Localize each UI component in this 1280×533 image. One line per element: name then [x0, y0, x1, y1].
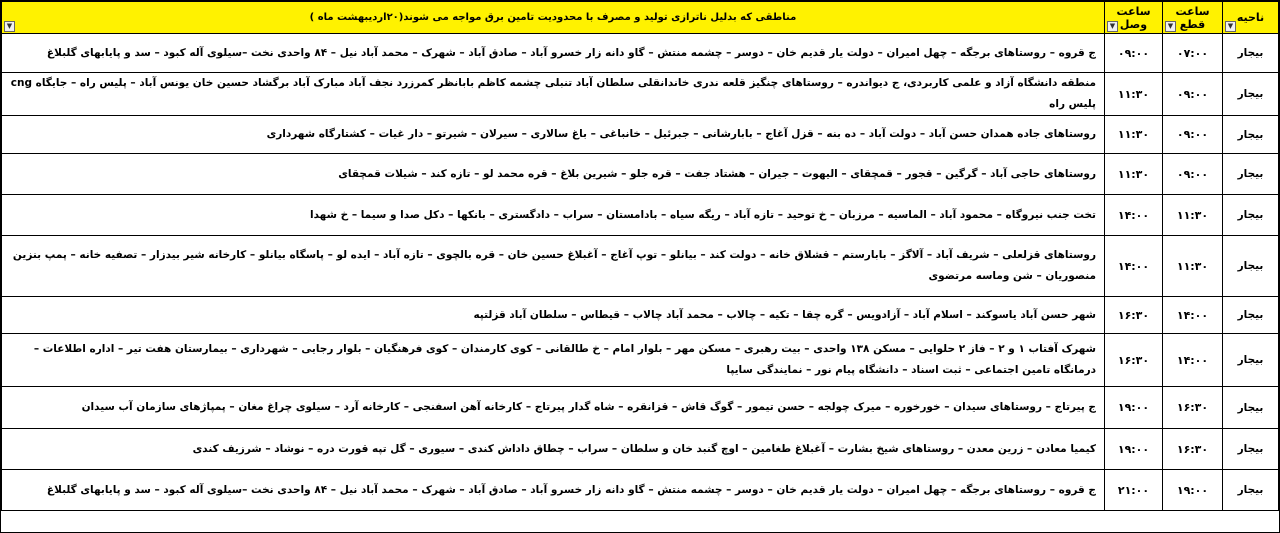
cut-time-cell: ۰۹:۰۰	[1163, 73, 1223, 116]
area-cell: بیجار	[1223, 116, 1279, 154]
cut-time-cell: ۱۴:۰۰	[1163, 334, 1223, 387]
cut-time-cell: ۰۹:۰۰	[1163, 154, 1223, 195]
header-cut-time-label: ساعت قطع	[1175, 4, 1210, 31]
cut-time-cell: ۱۱:۳۰	[1163, 195, 1223, 236]
table-row	[2, 429, 1279, 470]
filter-dropdown-icon[interactable]: ▼	[1165, 21, 1176, 32]
connect-time-cell: ۱۱:۳۰	[1105, 116, 1163, 154]
header-connect-time[interactable]	[1105, 2, 1163, 34]
area-cell: بیجار	[1223, 470, 1279, 511]
area-cell: بیجار	[1223, 297, 1279, 334]
area-cell: بیجار	[1223, 73, 1279, 116]
area-cell: بیجار	[1223, 154, 1279, 195]
connect-time-cell: ۱۶:۳۰	[1105, 297, 1163, 334]
cut-time-cell: ۱۶:۳۰	[1163, 387, 1223, 429]
areas-description-cell: ج قروه – روستاهای برجگه – چهل امیران – دولت یار قدیم خان – دوسر – چشمه منتش – گاو دانه زار خسرو آباد – صادق آباد – شهرک – محمد آباد نیل – ۸۴ واحدی نخت –سیلوی آله کبود – سد و پایابهای گلبلاغ	[2, 470, 1105, 511]
cut-time-cell: ۱۶:۳۰	[1163, 429, 1223, 470]
connect-time-cell: ۱۱:۳۰	[1105, 73, 1163, 116]
areas-description-cell: ج قروه – روستاهای برجگه – چهل امیران – دولت یار قدیم خان – دوسر – چشمه منتش – گاو دانه زار خسرو آباد – صادق آباد – شهرک – محمد آباد نیل – ۸۴ واحدی نخت –سیلوی آله کبود – سد و پایابهای گلبلاغ	[2, 34, 1105, 73]
header-area-label: ناحیه	[1236, 11, 1265, 24]
areas-description-cell: منطقه دانشگاه آزاد و علمی کاربردی، ج دیواندره – روستاهای چنگیز قلعه ندری خاندانقلی سلطان آباد تنبلی چشمه کاظم بابانظر کمرزرد نجف آباد مبارک آباد برگشاد حسین خان یونس آباد – پلیس راه – جایگاه cng پلیس راه	[2, 73, 1105, 116]
outage-table	[1, 1, 1279, 511]
table-row	[2, 73, 1279, 116]
connect-time-cell: ۱۹:۰۰	[1105, 429, 1163, 470]
filter-dropdown-icon[interactable]: ▼	[1107, 21, 1118, 32]
connect-time-cell: ۱۶:۳۰	[1105, 334, 1163, 387]
areas-description-cell: روستاهای حاجی آباد – گرگین – قجور – قمچقای – الیهوت – جیران – هشتاد جفت – قره جلو – شیرین بلاغ – قره محمد لو – تازه کند – شیلات قمچقای	[2, 154, 1105, 195]
area-cell: بیجار	[1223, 387, 1279, 429]
cut-time-cell: ۱۱:۳۰	[1163, 236, 1223, 297]
header-area[interactable]	[1223, 2, 1279, 34]
connect-time-cell: ۱۱:۳۰	[1105, 154, 1163, 195]
area-cell: بیجار	[1223, 34, 1279, 73]
area-cell: بیجار	[1223, 429, 1279, 470]
header-description[interactable]	[2, 2, 1105, 34]
header-cut-time[interactable]	[1163, 2, 1223, 34]
areas-description-cell: کیمیا معادن – زرین معدن – روستاهای شیخ بشارت – آغبلاغ طغامین – اوچ گنبد خان و سلطان – سراب – چطاق داداش کندی – سیوری – گل تپه قورت دره – نوشاد – شرزیف کندی	[2, 429, 1105, 470]
header-description-label: مناطقی که بدلیل ناترازی تولید و مصرف با محدودیت تامین برق مواجه می شوند(۲۰اردیبهشت ماه )	[309, 12, 797, 23]
areas-description-cell: شهرک آفتاب ۱ و ۲ – فاز ۲ حلوایی – مسکن ۱۳۸ واحدی – بیت رهبری – مسکن مهر – بلوار امام – خ طالقانی – کوی کارمندان – کوی فرهنگیان – بلوار رجایی – شهرداری – بیمارستان هفت تیر – اداره اطلاعات – درمانگاه تامین اجتماعی – ثبت اسناد – دانشگاه پیام نور – نمایندگی سایپا	[2, 334, 1105, 387]
table-body	[2, 34, 1279, 511]
cut-time-cell: ۰۷:۰۰	[1163, 34, 1223, 73]
areas-description-cell: روستاهای قزلعلی – شریف آباد – آلاگز – بابارستم – قشلاق خانه – دولت کند – بیانلو – توپ آغاج – آغبلاغ حسین خان – قره بالچوی – تازه آباد – ایده لو – پاسگاه بیانلو – کارخانه شیر بیدزار – تصفیه خانه – پمپ بنزین منصوریان – شن وماسه مرتضوی	[2, 236, 1105, 297]
connect-time-cell: ۲۱:۰۰	[1105, 470, 1163, 511]
area-cell: بیجار	[1223, 195, 1279, 236]
connect-time-cell: ۰۹:۰۰	[1105, 34, 1163, 73]
area-cell: بیجار	[1223, 334, 1279, 387]
connect-time-cell: ۱۹:۰۰	[1105, 387, 1163, 429]
cut-time-cell: ۰۹:۰۰	[1163, 116, 1223, 154]
table-row	[2, 334, 1279, 387]
cut-time-cell: ۱۹:۰۰	[1163, 470, 1223, 511]
connect-time-cell: ۱۴:۰۰	[1105, 195, 1163, 236]
header-connect-time-label: ساعت وصل	[1116, 4, 1151, 31]
cut-time-cell: ۱۴:۰۰	[1163, 297, 1223, 334]
areas-description-cell: شهر حسن آباد یاسوکند – اسلام آباد – آزادویس – گره چقا – تکیه – چالاب – محمد آباد چالاب – قیطاس – سلطان آباد قزلتپه	[2, 297, 1105, 334]
filter-dropdown-icon[interactable]: ▼	[4, 21, 15, 32]
table-row	[2, 34, 1279, 73]
table-row	[2, 236, 1279, 297]
areas-description-cell: روستاهای جاده همدان حسن آباد – دولت آباد – ده بنه – قزل آغاج – بابارشانی – جبرئیل – خانباغی – باغ سالاری – سیرلان – شیرتو – دار غیات – کشتارگاه شهرداری	[2, 116, 1105, 154]
table-row	[2, 154, 1279, 195]
table-row	[2, 387, 1279, 429]
filter-dropdown-icon[interactable]: ▼	[1225, 21, 1236, 32]
table-row	[2, 195, 1279, 236]
table-header	[2, 2, 1279, 34]
connect-time-cell: ۱۴:۰۰	[1105, 236, 1163, 297]
areas-description-cell: ج پیرتاج – روستاهای سیدان – خورخوره – میرک چولجه – حسن تیمور – گوگ قاش – قزانقره – شاه گدار پیرتاج – کارخانه آهن اسفنجی – کارخانه آرد – سیلوی چراغ مغان – پمپاژهای سازمان آب سیدان	[2, 387, 1105, 429]
areas-description-cell: تخت جنب نیروگاه – محمود آباد – الماسیه – مرزبان – خ توحید – تازه آباد – ریگه سیاه – بادامستان – سراب – دادگستری – بانکها – دکل صدا و سیما – خ شهدا	[2, 195, 1105, 236]
area-cell: بیجار	[1223, 236, 1279, 297]
table-row	[2, 470, 1279, 511]
table-row	[2, 116, 1279, 154]
table-row	[2, 297, 1279, 334]
